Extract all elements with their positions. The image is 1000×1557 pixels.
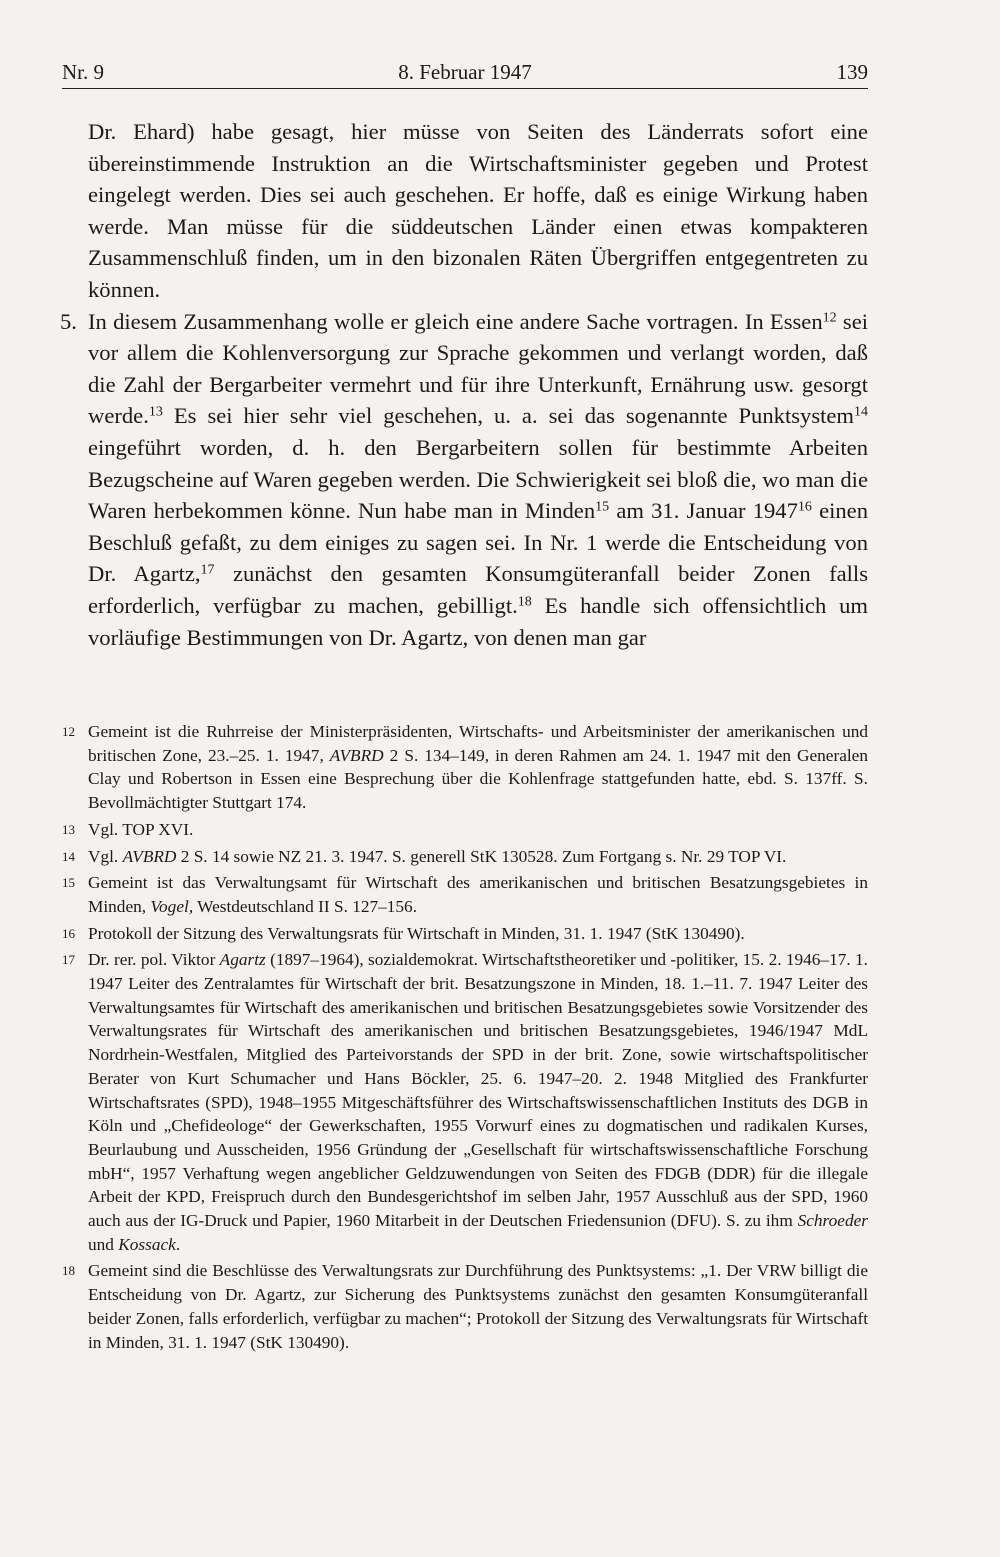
footnote-number: 17 xyxy=(62,952,75,968)
footnote-number: 12 xyxy=(62,724,75,739)
footnote-14: 14 Vgl. AVBRD 2 S. 14 sowie NZ 21. 3. 1947. S. generell StK 130528. Zum Fortgang s. Nr. 29 TOP VI. xyxy=(62,845,868,869)
footnote-15: 15 Gemeint ist das Verwaltungsamt für Wirtschaft des amerikanischen und britischen Besatzungsgebietes in Minden, Vogel, Westdeutschland II S. 127–156. xyxy=(62,873,868,916)
running-header xyxy=(62,58,868,89)
footnote-number: 13 xyxy=(62,821,75,837)
footnote-ref-15[interactable]: 15 xyxy=(595,499,610,515)
footnote-ref-14[interactable]: 14 xyxy=(854,404,868,420)
footnote-ref-17[interactable]: 17 xyxy=(200,562,215,578)
text-segment: sei vor allem die Kohlenversorgung zur Sprache gekommen und verlangt worden, daß die Zahl der Bergarbeiter vermehrt und für ihre Unterkunft, Ernährung usw. gesorgt werde. xyxy=(88,308,868,429)
page-number: 139 xyxy=(836,60,868,84)
document-number: Nr. 9 xyxy=(62,60,104,84)
text-segment: Es handle sich offensichtlich um vorläufige Bestimmungen von Dr. Agartz, von denen man gar xyxy=(88,592,868,650)
footnote-ref-13[interactable]: 13 xyxy=(148,404,163,420)
footnote-ref-16[interactable]: 16 xyxy=(797,499,812,515)
footnote-ref-18[interactable]: 18 xyxy=(517,594,532,610)
footnote-18: 18 Gemeint sind die Beschlüsse des Verwaltungsrats zur Durchführung des Punktsystems: „1. Der VRW billigt die Entscheidung von Dr. Agartz, zur Sicherung des Punktsystems zunächst den gesamten Konsumgüteranfall beider Zonen, falls erforderlich, verfügbar zu machen“; Protokoll der Sitzung des Verwaltungsrats für Wirtschaft in Minden, 31. 1. 1947 (StK 130490). xyxy=(62,1261,868,1352)
footnotes xyxy=(62,720,868,1357)
footnote-number: 15 xyxy=(62,875,75,891)
footnote-number: 16 xyxy=(62,925,75,941)
header-date: 8. Februar 1947 xyxy=(398,60,532,84)
footnote-number: 18 xyxy=(62,1263,75,1279)
paragraph-item-5 xyxy=(60,306,869,654)
text-segment: In diesem Zusammenhang wolle er gleich eine andere Sache vortragen. In Essen xyxy=(88,308,823,334)
footnote-ref-12[interactable]: 12 xyxy=(822,309,837,325)
footnote-number: 14 xyxy=(62,848,75,864)
text-segment: einen Beschluß gefaßt, zu dem einiges zu sagen sei. In Nr. 1 werde die Entscheidung von Dr. Agartz, xyxy=(88,498,869,587)
text-segment: zunächst den gesamten Konsumgüteranfall beider Zonen falls erforderlich, verfügbar zu machen, gebilligt. xyxy=(88,561,869,618)
footnote-17: 17 Dr. rer. pol. Viktor Agartz (1897–1964), sozialdemokrat. Wirtschaftstheoretiker und -politiker, 15. 2. 1946–17. 1. 1947 Leiter des Zentralamtes für Wirtschaft der brit. Besatzungszone in Minden, 18. 1.–11. 7. 1947 Leiter des Verwaltungsamtes für Wirtschaft des amerikanischen und britischen Besatzungsgebietes sowie Vorsitzender des Verwaltungsrates für Wirtschaft des amerikanischen und britischen Besatzungsgebietes, 1946/1947 MdL Nordrhein-Westfalen, Mitglied des Parteivorstands der SPD in der brit. Zone, sowie wirtschaftspolitischer Berater von Kurt Schumacher und Hans Böckler, 25. 6. 1947–20. 2. 1948 Mitglied des Frankfurter Wirtschaftsrates (SPD), 1948–1955 Mitgeschäftsführer des Wirtschaftswissenschaftlichen Instituts des DGB in Köln und „Chefideologe“ der Gewerkschaften, 1955 Vorwurf eines zu dogmatischen und radikalen Kurses, Beurlaubung und Ausscheiden, 1956 Gründung der „Gesellschaft für wirtschaftswissenschaftliche Forschung mbH“, 1957 Verhaftung wegen angeblicher Geldzuwendungen von Seiten des FDGB (DDR) für die illegale Arbeit der KPD, Freispruch durch den Bundesgerichtshof im selben Jahr, 1957 Ausschluß aus der SPD, 1960 auch aus der IG-Druck und Papier, 1960 Mitarbeit in der Deutschen Friedensunion (DFU). S. zu ihm Schroeder und Kossack. xyxy=(62,950,868,1254)
text-segment: eingeführt worden, d. h. den Bergarbeitern sollen für bestimmte Arbeiten Bezugscheine auf Waren gegeben werden. Die Schwierigkeit sei bloß die, wo man die Waren herbekommen könne. Nun habe man in Minden xyxy=(88,434,868,524)
footnote-12: 12 Gemeint ist die Ruhrreise der Ministerpräsidenten, Wirtschafts- und Arbeitsminister der amerikanischen und britischen Zone, 23.–25. 1. 1947, AVBRD 2 S. 134–149, in deren Rahmen am 24. 1. 1947 mit den Generalen Clay und Robertson in Essen eine Besprechung über die Kohlenfrage stattgefunden hatte, ebd. S. 137ff. S. Bevollmächtigter Stuttgart 174. xyxy=(62,722,868,813)
footnote-16: 16 Protokoll der Sitzung des Verwaltungsrats für Wirtschaft in Minden, 31. 1. 1947 (StK 130490). xyxy=(62,922,868,946)
footnote-13: 13 Vgl. TOP XVI. xyxy=(62,818,868,842)
text-segment: am 31. Januar 1947 xyxy=(609,498,798,524)
text-segment: Es sei hier sehr viel geschehen, u. a. sei das sogenannte Punktsystem xyxy=(162,403,854,429)
item-number: 5. xyxy=(60,308,77,334)
main-text xyxy=(60,116,869,653)
paragraph-continued: Dr. Ehard) habe gesagt, hier müsse von Seiten des Länderrats sofort eine übereinstimmende Instruktion an die Wirtschaftsminister gegeben und Protest eingelegt werden. Dies sei auch geschehen. Er hoffe, daß es einige Wirkung haben werde. Man müsse für die süddeutschen Länder einen etwas kompakteren Zusammenschluß finden, um in den bizonalen Räten Übergriffen entgegentreten zu können. xyxy=(88,119,868,302)
